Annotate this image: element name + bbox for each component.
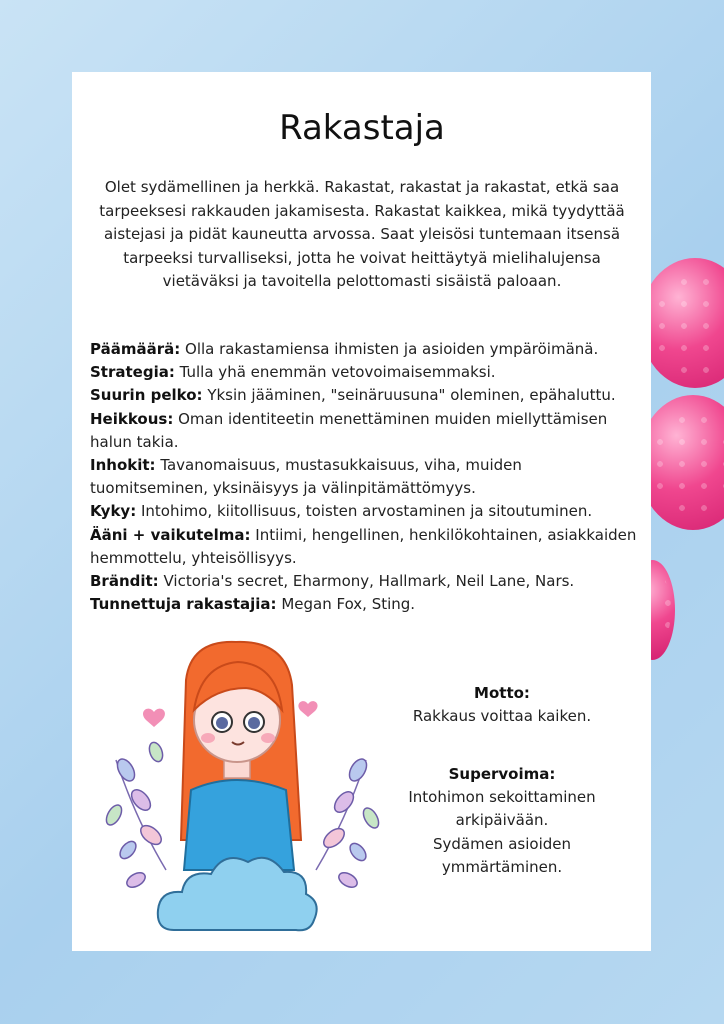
leaves-left — [103, 741, 166, 891]
trait-item — [90, 361, 640, 384]
raspberry-candy — [640, 258, 724, 388]
trait-text: Tulla yhä enemmän vetovoimaisemmaksi. — [179, 363, 496, 382]
trait-text: Tavanomaisuus, mustasukkaisuus, viha, muiden tuomitseminen, yksinäisyys ja välinpitämättömyys. — [90, 456, 522, 498]
supervoima-block — [400, 763, 604, 879]
trait-text: Intiimi, hengellinen, henkilökohtainen, asiakkaiden hemmottelu, yhteisöllisyys. — [90, 525, 637, 567]
trait-item — [90, 408, 640, 454]
trait-item — [90, 338, 640, 361]
trait-text: Victoria's secret, Eharmony, Hallmark, Neil Lane, Nars. — [163, 572, 575, 591]
page-title: Rakastaja — [279, 108, 445, 148]
trait-text: Yksin jääminen, "seinäruusuna" oleminen, epähaluttu. — [207, 386, 616, 405]
trait-item — [90, 500, 640, 523]
supervoima-line: Intohimon sekoittaminen — [408, 788, 596, 807]
trait-label: Strategia: — [90, 363, 175, 382]
lover-illustration — [96, 640, 386, 940]
heart-icon — [143, 709, 165, 727]
trait-text: Oman identiteetin menettäminen muiden miellyttämisen halun takia. — [90, 409, 608, 451]
supervoima-line: arkipäivään. — [455, 811, 549, 830]
trait-label: Päämäärä: — [90, 340, 181, 358]
trait-item — [90, 570, 640, 593]
trait-label: Ääni + vaikutelma: — [90, 525, 251, 544]
supervoima-line: Sydämen asioiden — [432, 834, 571, 853]
intro-paragraph: Olet sydämellinen ja herkkä. Rakastat, rakastat ja rakastat, etkä saa tarpeeksesi rakkauden jakamisesta. Rakastat kaikkea, mikä tyydyttää aistejasi ja pidät kauneutta arvossa. Saat yleisösi tuntemaan itsensä tarpeeksi turvalliseksi, jotta he voivat heittäytyä mielihalujensa vietäväksi ja tavoitella pelottomasti sisäistä paloaan. — [99, 178, 625, 290]
trait-label: Kyky: — [90, 502, 137, 521]
trait-text: Megan Fox, Sting. — [281, 595, 416, 614]
trait-label: Inhokit: — [90, 456, 156, 475]
traits-list — [90, 338, 640, 616]
trait-item — [90, 593, 640, 616]
trait-label: Brändit: — [90, 572, 159, 591]
leaves-right — [316, 756, 382, 890]
trait-label: Heikkous: — [90, 409, 174, 428]
trait-label: Tunnettuja rakastajia: — [90, 595, 277, 614]
trait-text: Intohimo, kiitollisuus, toisten arvostaminen ja sitoutuminen. — [140, 502, 593, 521]
motto-heading: Motto: — [474, 684, 530, 702]
supervoima-heading: Supervoima: — [448, 765, 556, 783]
trait-item — [90, 524, 640, 570]
trait-label: Suurin pelko: — [90, 386, 203, 405]
supervoima-line: ymmärtäminen. — [441, 857, 563, 876]
motto-text: Rakkaus voittaa kaiken. — [412, 707, 592, 726]
trait-item — [90, 384, 640, 407]
shirt — [184, 780, 294, 870]
heart-icon — [298, 701, 317, 717]
trait-item — [90, 454, 640, 500]
motto-block — [400, 682, 604, 728]
trait-text: Olla rakastamiensa ihmisten ja asioiden ympäröimänä. — [185, 340, 599, 358]
